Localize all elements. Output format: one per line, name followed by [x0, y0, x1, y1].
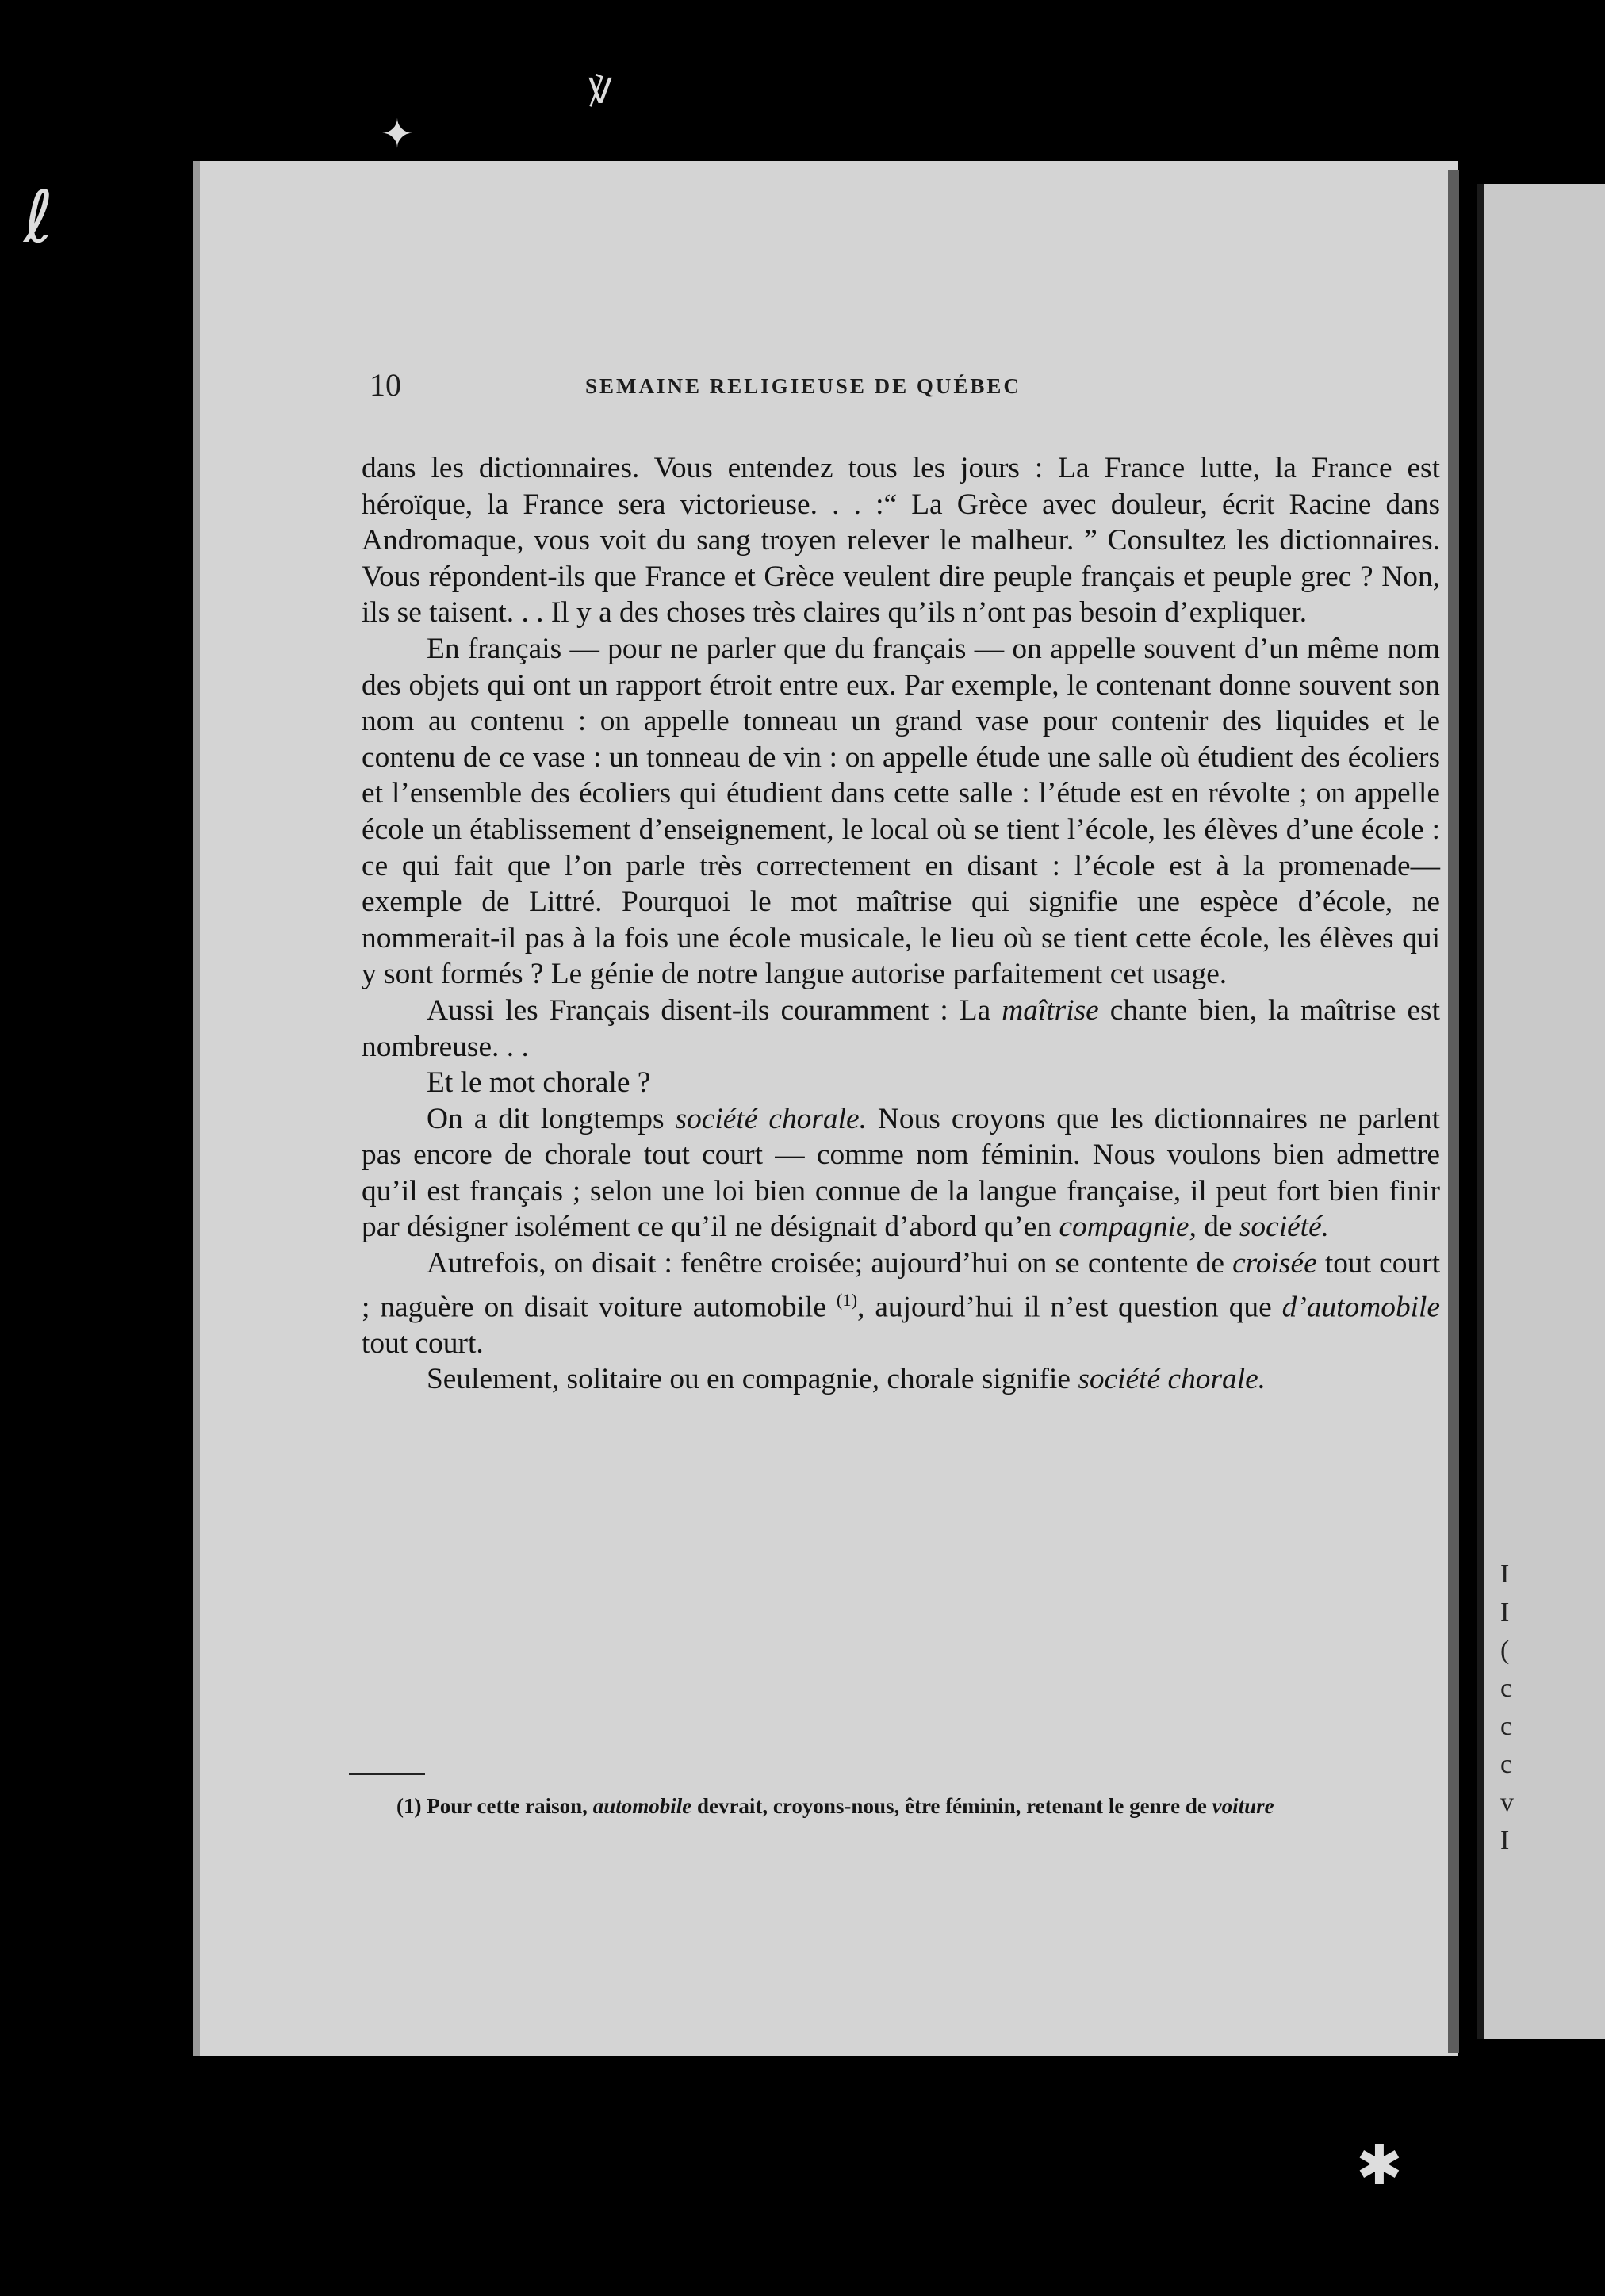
edge-letter: c [1500, 1712, 1513, 1741]
adjacent-page-letters [1500, 1556, 1514, 1860]
dust-mark: ✱ [1356, 2133, 1403, 2198]
text-run: de [1196, 1211, 1239, 1244]
edge-letter: I [1500, 1559, 1510, 1589]
running-title: SEMAINE RELIGIEUSE DE QUÉBEC [585, 374, 1021, 398]
text-run: En français — pour ne parler que du français — on appelle souvent d’un même nom des objets qui ont un rapport étroit entre eux. Par exemple, le contenant donne souvent son nom au contenu : on appelle tonneau un grand vase pour contenir des liquides et le contenu de ce vase : un tonneau de vin : on appelle étude une salle où étudient des écoliers et l’ensemble des écoliers qui étudient dans cette salle : l’étude est en révolte ; on appelle école un établissement d’enseignement, le local où se tient l’école, les élèves d’une école : ce qui fait que l’on parle très correctement en disant : l’école est à la promenade—exemple de Littré. Pourquoi le mot maîtrise qui signifie une espèce d’école, ne nommerait-il pas à la fois une école musicale, le lieu où se tient cette école, les élèves qui y sont formés ? Le génie de notre langue autorise parfaitement cet usage. [362, 632, 1440, 991]
page-header [370, 366, 1464, 406]
paragraph [362, 993, 1440, 1065]
edge-letter: ( [1500, 1636, 1510, 1665]
italic-text: compagnie, [1059, 1211, 1197, 1244]
italic-text: maîtrise [1002, 993, 1099, 1027]
text-run: dans les dictionnaires. Vous entendez tous les jours : La France lutte, la France est héroïque, la France sera victorieuse. . . :“ La Grèce avec douleur, écrit Racine dans Andromaque, vous voit du sang troyen relever le malheur. ” Consultez les dictionnaires. Vous répondent-ils que France et Grèce veulent dire peuple français et peuple grec ? Non, ils se taisent. . . Il y a des choses très claires qu’ils n’ont pas besoin d’expliquer. [362, 452, 1440, 629]
paragraph [362, 1246, 1440, 1361]
dust-mark: ℣ [588, 71, 613, 112]
dust-mark: ℓ [24, 176, 54, 259]
paragraph [362, 631, 1440, 993]
italic-text: société chorale. [675, 1102, 867, 1135]
text-run: devrait, croyons-nous, être féminin, retenant le genre de [691, 1794, 1212, 1818]
adjacent-page-edge [1477, 184, 1605, 2039]
text-run: Et le mot chorale ? [427, 1066, 651, 1100]
edge-letter: v [1500, 1788, 1514, 1817]
text-run: On a dit longtemps [427, 1102, 676, 1135]
text-run: chante bien, la maîtrise est nombreuse. . . [362, 993, 1440, 1063]
text-run: Autrefois, on disait : fenêtre croisée; aujourd’hui on se contente de [427, 1247, 1233, 1280]
text-run: Aussi les Français disent-ils couramment : La [427, 993, 1002, 1027]
edge-letter: I [1500, 1826, 1510, 1855]
paragraph [362, 450, 1440, 631]
text-run: tout court. [362, 1326, 484, 1360]
italic-text: voiture [1212, 1794, 1274, 1818]
edge-letter: c [1500, 1750, 1513, 1779]
text-run: , aujourd’hui il n’est question que [857, 1291, 1282, 1324]
footnote [349, 1793, 1424, 1820]
paragraph [362, 1361, 1440, 1398]
paragraph [362, 1101, 1440, 1246]
page-fold-shadow [1448, 170, 1459, 2053]
text-run: tout court ; naguère on disait voiture automobile [362, 1247, 1440, 1324]
edge-letter: I [1500, 1598, 1510, 1627]
italic-text: société chorale. [1078, 1363, 1266, 1396]
body-text [362, 450, 1440, 1398]
text-run: (1) Pour cette raison, [396, 1794, 593, 1818]
italic-text: automobile [592, 1794, 692, 1818]
italic-text: d’automobile [1281, 1291, 1441, 1324]
italic-text: société. [1239, 1211, 1330, 1244]
text-run: Nous croyons que les dictionnaires ne parlent pas encore de chorale tout court — comme nom féminin. Nous voulons bien admettre qu’il est français ; selon une loi bien connue de la langue française, il peut fort bien finir par désigner isolément ce qu’il ne désignait d’abord qu’en [362, 1102, 1440, 1244]
edge-letter: c [1500, 1674, 1513, 1703]
paragraph [362, 1065, 1440, 1101]
text-run: Seulement, solitaire ou en compagnie, chorale signifie [427, 1363, 1078, 1396]
footnote-marker: (1) [836, 1289, 858, 1310]
italic-text: croisée [1232, 1247, 1317, 1280]
page-number: 10 [370, 367, 401, 403]
dust-mark: ✦ [381, 111, 414, 157]
footnote-rule [349, 1773, 425, 1775]
